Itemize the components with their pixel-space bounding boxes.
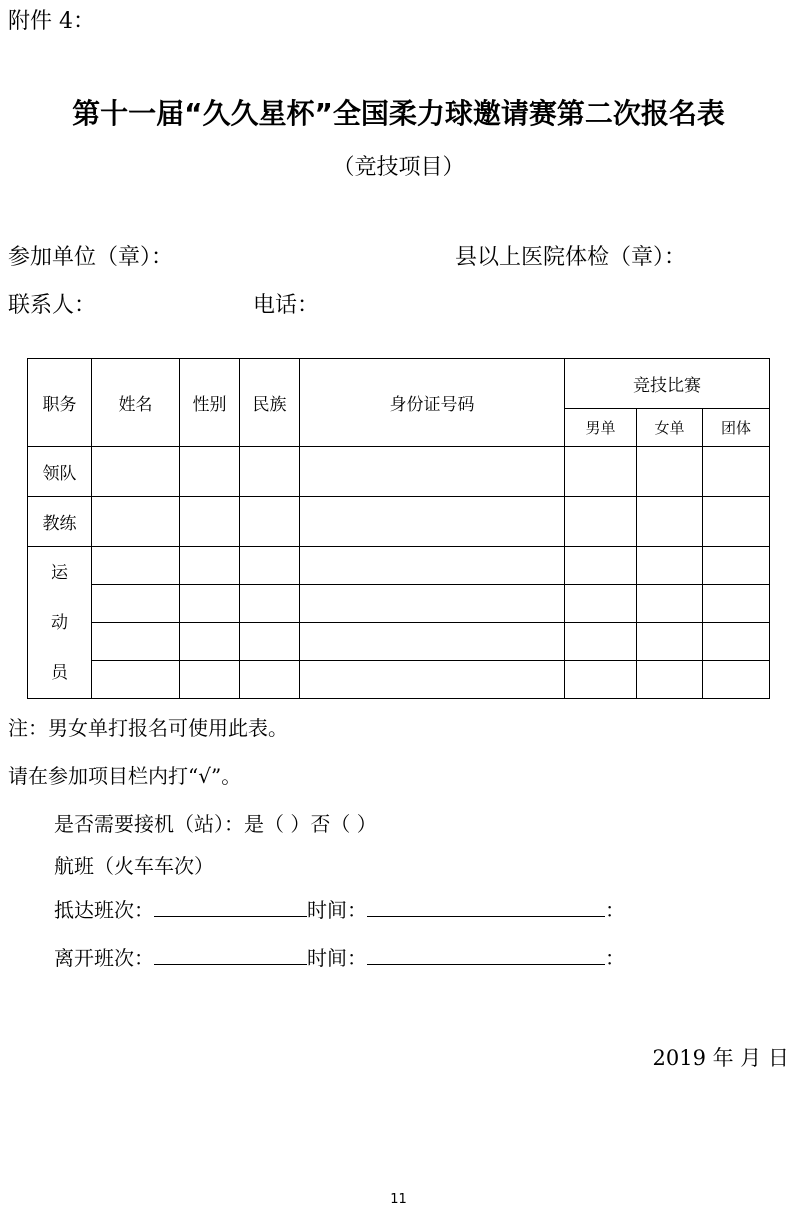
arrival-time-label: 时间：	[307, 898, 367, 922]
page-number: 11	[390, 1192, 407, 1207]
annex-label: 附件 4：	[8, 9, 95, 34]
contact-field: 联系人：	[8, 293, 97, 318]
form-title: 第十一届“久久星杯”全国柔力球邀请赛第二次报名表	[72, 97, 725, 130]
row-label-coach: 教练	[28, 497, 92, 547]
header-gender: 性别	[180, 359, 240, 447]
arrival-blank[interactable]	[154, 916, 307, 917]
table-row	[28, 547, 770, 585]
arrival-label: 抵达班次：	[54, 898, 154, 922]
athlete-char-1: 运	[51, 562, 68, 583]
table-row	[28, 497, 770, 547]
athlete-char-2: 动	[51, 612, 68, 633]
arrival-time-blank[interactable]	[367, 916, 605, 917]
departure-colon: ：	[605, 946, 625, 970]
note-1: 注：男女单打报名可使用此表。	[8, 716, 288, 740]
departure-line	[54, 942, 625, 971]
phone-field: 电话：	[253, 293, 320, 318]
header-ethnicity: 民族	[240, 359, 300, 447]
table-row	[28, 447, 770, 497]
table-row	[28, 623, 770, 661]
pickup-question: 是否需要接机（站）：是（ ）否（ ）	[54, 812, 377, 836]
registration-table	[27, 358, 770, 699]
flight-label: 航班（火车车次）	[54, 854, 214, 878]
arrival-colon: ：	[605, 898, 625, 922]
departure-blank[interactable]	[154, 964, 307, 965]
unit-field: 参加单位（章）：	[8, 245, 174, 270]
hospital-field: 县以上医院体检（章）：	[455, 245, 687, 270]
table-row	[28, 661, 770, 699]
departure-label: 离开班次：	[54, 946, 154, 970]
date-line: 2019 年 月 日	[652, 1046, 789, 1070]
header-team: 团体	[703, 409, 770, 447]
note-2: 请在参加项目栏内打“√”。	[8, 764, 242, 788]
header-position: 职务	[28, 359, 92, 447]
athlete-char-3: 员	[51, 662, 68, 683]
header-women-single: 女单	[637, 409, 703, 447]
form-subtitle: （竞技项目）	[332, 155, 465, 180]
header-id-number: 身份证号码	[300, 359, 565, 447]
header-competition: 竞技比赛	[565, 359, 770, 409]
table-row	[28, 585, 770, 623]
row-label-leader: 领队	[28, 447, 92, 497]
header-name: 姓名	[92, 359, 180, 447]
arrival-line	[54, 894, 625, 923]
row-label-athlete	[28, 547, 92, 699]
departure-time-label: 时间：	[307, 946, 367, 970]
departure-time-blank[interactable]	[367, 964, 605, 965]
header-men-single: 男单	[565, 409, 637, 447]
